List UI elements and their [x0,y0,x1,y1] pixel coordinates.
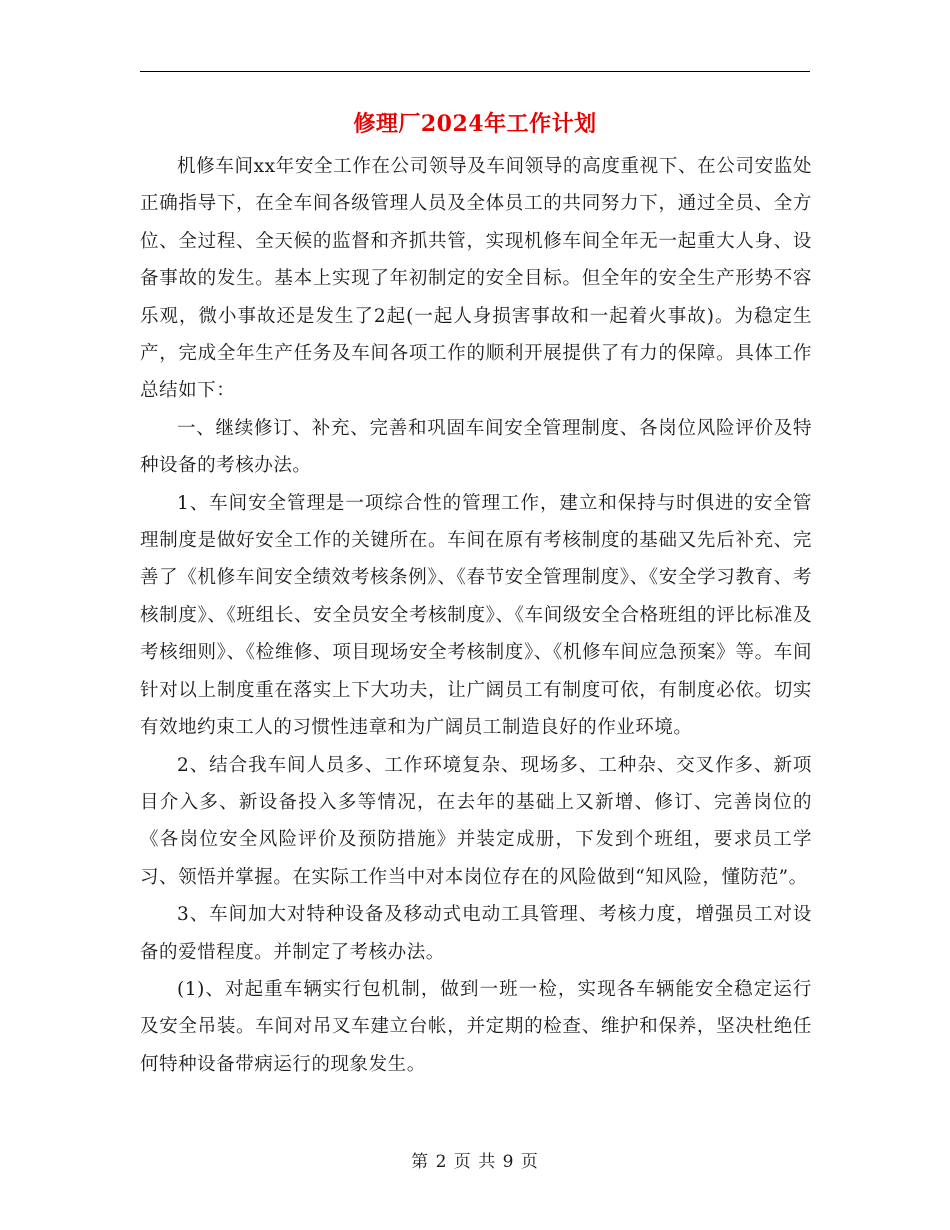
paragraph-item-1: 1、车间安全管理是一项综合性的管理工作，建立和保持与时俱进的安全管理制度是做好安全工作的关键所在。车间在原有考核制度的基础又先后补充、完善了《机修车间安全绩效考核条例》、《春节安全管理制度》、《安全学习教育、考核制度》、《班组长、安全员安全考核制度》、《车间级安全合格班组的评比标准及考核细则》、《检维修、项目现场安全考核制度》、《机修车间应急预案》等。车间针对以上制度重在落实上下大功夫，让广阔员工有制度可依，有制度必依。切实有效地约束工人的习惯性违章和为广阔员工制造良好的作业环境。 [140,492,812,739]
paragraph-section-1: 一、继续修订、补充、完善和巩固车间安全管理制度、各岗位风险评价及特种设备的考核办法。 [140,417,812,477]
document-title: 修理厂2024年工作计划 [353,111,597,137]
paragraph-intro: 机修车间xx年安全工作在公司领导及车间领导的高度重视下、在公司安监处正确指导下，在全车间各级管理人员及全体员工的共同努力下，通过全员、全方位、全过程、全天候的监督和齐抓共管，实现机修车间全年无一起重大人身、设备事故的发生。基本上实现了年初制定的安全目标。但全年的安全生产形势不容乐观，微小事故还是发生了2起(一起人身损害事故和一起着火事故)。为稳定生产，完成全年生产任务及车间各项工作的顺利开展提供了有力的保障。具体工作总结如下： [140,156,812,402]
paragraph-item-3: 3、车间加大对特种设备及移动式电动工具管理、考核力度，增强员工对设备的爱惜程度。并制定了考核办法。 [140,904,812,963]
paragraph-subitem-1: (1)、对起重车辆实行包机制，做到一班一检，实现各车辆能安全稳定运行及安全吊装。车间对吊叉车建立台帐，并定期的检查、维护和保养，坚决杜绝任何特种设备带病运行的现象发生。 [140,978,812,1075]
paragraph-item-2: 2、结合我车间人员多、工作环境复杂、现场多、工种杂、交叉作多、新项目介入多、新设备投入多等情况，在去年的基础上又新增、修订、完善岗位的《各岗位安全风险评价及预防措施》并装定成册，下发到个班组，要求员工学习、领悟并掌握。在实际工作当中对本岗位存在的风险做到“知风险，懂防范”。 [140,754,812,888]
header-rule [140,71,810,72]
page-footer: 第 2 页 共 9 页 [411,1152,539,1172]
document-body [140,148,812,1083]
